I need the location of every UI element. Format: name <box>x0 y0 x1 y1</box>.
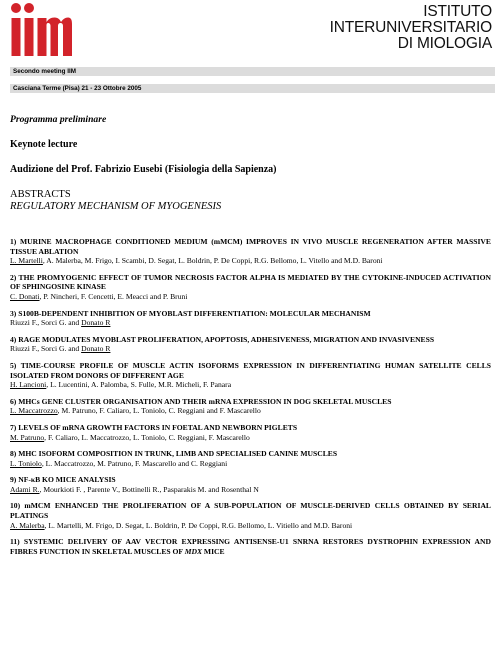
abstract-item <box>10 449 491 468</box>
abstract-title: 2) THE PROMYOGENIC EFFECT OF TUMOR NECROSIS FACTOR ALPHA IS MEDIATED BY THE CYTOKINE-INDUCED ACTIVATION OF SPHINGOSINE KINASE <box>10 272 491 292</box>
abstracts-block <box>10 189 490 213</box>
logo-dot-2 <box>24 3 34 13</box>
first-author: M. Patruno <box>10 432 45 442</box>
abstract-item <box>10 361 491 390</box>
abstract-title: 3) S100B-DEPENDENT INHIBITION OF MYOBLAST DIFFERENTIATION: MOLECULAR MECHANISM <box>10 308 371 318</box>
first-author: L. Maccatrozzo <box>10 406 58 416</box>
programme-title: Programma preliminare <box>10 114 107 125</box>
abstract-authors <box>10 406 491 416</box>
abstract-item <box>10 537 491 556</box>
abstract-title: 4) RAGE MODULATES MYOBLAST PROLIFERATION, APOPTOSIS, ADHESIVENESS, MIGRATION AND INVASIVENESS <box>10 334 435 344</box>
meeting-place-date: Casciana Terme (Pisa) 21 - 23 Ottobre 2005 <box>10 84 495 93</box>
institute-line-1: ISTITUTO <box>423 3 492 20</box>
abstract-list <box>10 237 491 563</box>
abstract-item <box>10 475 491 494</box>
institute-line-2: INTERUNIVERSITARIO <box>329 19 492 36</box>
abstract-item <box>10 309 491 328</box>
abstract-authors <box>10 344 491 354</box>
first-author: A. Malerba <box>10 520 45 530</box>
co-authors: , P. Nincheri, F. Cencetti, E. Meacci and P. Bruni <box>39 291 188 301</box>
abstract-title: 6) MHCs GENE CLUSTER ORGANISATION AND THEIR mRNA EXPRESSION IN DOG SKELETAL MUSCLES <box>10 396 392 406</box>
abstract-title: 10) mMCM ENHANCED THE PROLIFERATION OF A SUB-POPULATION OF MUSCLE-DERIVED CELLS OBTAINED BY SERIAL PLATINGS <box>10 501 491 521</box>
section-heading: REGULATORY MECHANISM OF MYOGENESIS <box>10 201 222 212</box>
abstract-title: 9) NF-κB KO MICE ANALYSIS <box>10 475 116 485</box>
abstract-title: 11) SYSTEMIC DELIVERY OF AAV VECTOR EXPRESSING ANTISENSE-U1 SNRNA RESTORES DYSTROPHIN EXPRESSION AND FIBRES FUNCTION IN SKELETAL MUSCLES OF MDX MICE <box>10 537 491 556</box>
abstract-authors <box>10 318 491 328</box>
first-author: Adami R. <box>10 484 40 494</box>
co-authors: , A. Malerba, M. Frigo, I. Scambi, D. Segat, L. Boldrin, P. De Coppi, R.G. Bellomo, L. Vitello and M.D. Baroni <box>42 256 383 266</box>
logo-stem-1 <box>12 18 21 56</box>
iim-logo <box>10 2 72 60</box>
co-authors: , L. Maccatrozzo, M. Patruno, F. Mascarello and C. Reggiani <box>41 458 228 468</box>
abstract-item <box>10 423 491 442</box>
abstract-title: 5) TIME-COURSE PROFILE OF MUSCLE ACTIN ISOFORMS EXPRESSION IN DIFFERENTIATING HUMAN SATELLITE CELLS ISOLATED FROM DONORS OF DIFFERENT AGE <box>10 360 491 380</box>
logo-dot-1 <box>11 3 21 13</box>
first-author: H. Lancioni <box>10 380 47 390</box>
co-authors: , L. Lucentini, A. Palomba, S. Fulle, M.R. Micheli, F. Panara <box>46 380 232 390</box>
mdx-italic: MDX <box>184 546 203 556</box>
abstract-item <box>10 273 491 302</box>
abstract-item <box>10 237 491 266</box>
abstract-item <box>10 501 491 530</box>
abstract-authors <box>10 459 491 469</box>
abstract-title: 7) LEVELS OF mRNA GROWTH FACTORS IN FOETAL AND NEWBORN PIGLETS <box>10 422 298 432</box>
abstracts-heading: ABSTRACTS <box>10 189 71 200</box>
abstract-title: 8) MHC ISOFORM COMPOSITION IN TRUNK, LIMB AND SPECIALISED CANINE MUSCLES <box>10 449 338 459</box>
abstract-authors <box>10 521 491 531</box>
institute-line-3: DI MIOLOGIA <box>397 35 492 52</box>
presenting-author: Donato R <box>81 318 111 328</box>
first-author: L. Martelli <box>10 256 43 266</box>
audition-line: Audizione del Prof. Fabrizio Eusebi (Fisiologia della Sapienza) <box>10 164 277 175</box>
co-authors: , L. Martelli, M. Frigo, D. Segat, L. Boldrin, P. De Coppi, R.G. Bellomo, L. Vitiello and M.D. Baroni <box>44 520 353 530</box>
abstract-item <box>10 335 491 354</box>
abstract-authors <box>10 292 491 302</box>
logo-stem-2 <box>25 18 34 56</box>
meeting-label: Secondo meeting IIM <box>10 67 495 76</box>
co-authors: Riuzzi F., Sorci G. and <box>10 344 82 354</box>
co-authors: , M. Patruno, F. Caliaro, L. Toniolo, C. Reggiani and F. Mascarello <box>57 406 261 416</box>
first-author: L. Toniolo <box>10 458 42 468</box>
co-authors: , Mourkioti F. , Parente V., Bottinelli R., Pasparakis M. and Rosenthal N <box>39 484 259 494</box>
abstract-authors <box>10 380 491 390</box>
co-authors: Riuzzi F., Sorci G. and <box>10 318 82 328</box>
abstract-authors <box>10 256 491 266</box>
keynote-heading: Keynote lecture <box>10 139 78 150</box>
abstract-title: 1) MURINE MACROPHAGE CONDITIONED MEDIUM (mMCM) IMPROVES IN VIVO MUSCLE REGENERATION AFTER MASSIVE TISSUE ABLATION <box>10 237 491 256</box>
abstract-authors <box>10 485 491 495</box>
institute-name <box>330 4 492 52</box>
first-author: C. Donati <box>10 291 40 301</box>
presenting-author: Donato R <box>81 344 111 354</box>
logo-m <box>38 18 73 57</box>
abstract-authors <box>10 433 491 443</box>
abstract-item <box>10 397 491 416</box>
co-authors: , F. Caliaro, L. Maccatrozzo, L. Toniolo, C. Reggiani, F. Mascarello <box>44 432 250 442</box>
